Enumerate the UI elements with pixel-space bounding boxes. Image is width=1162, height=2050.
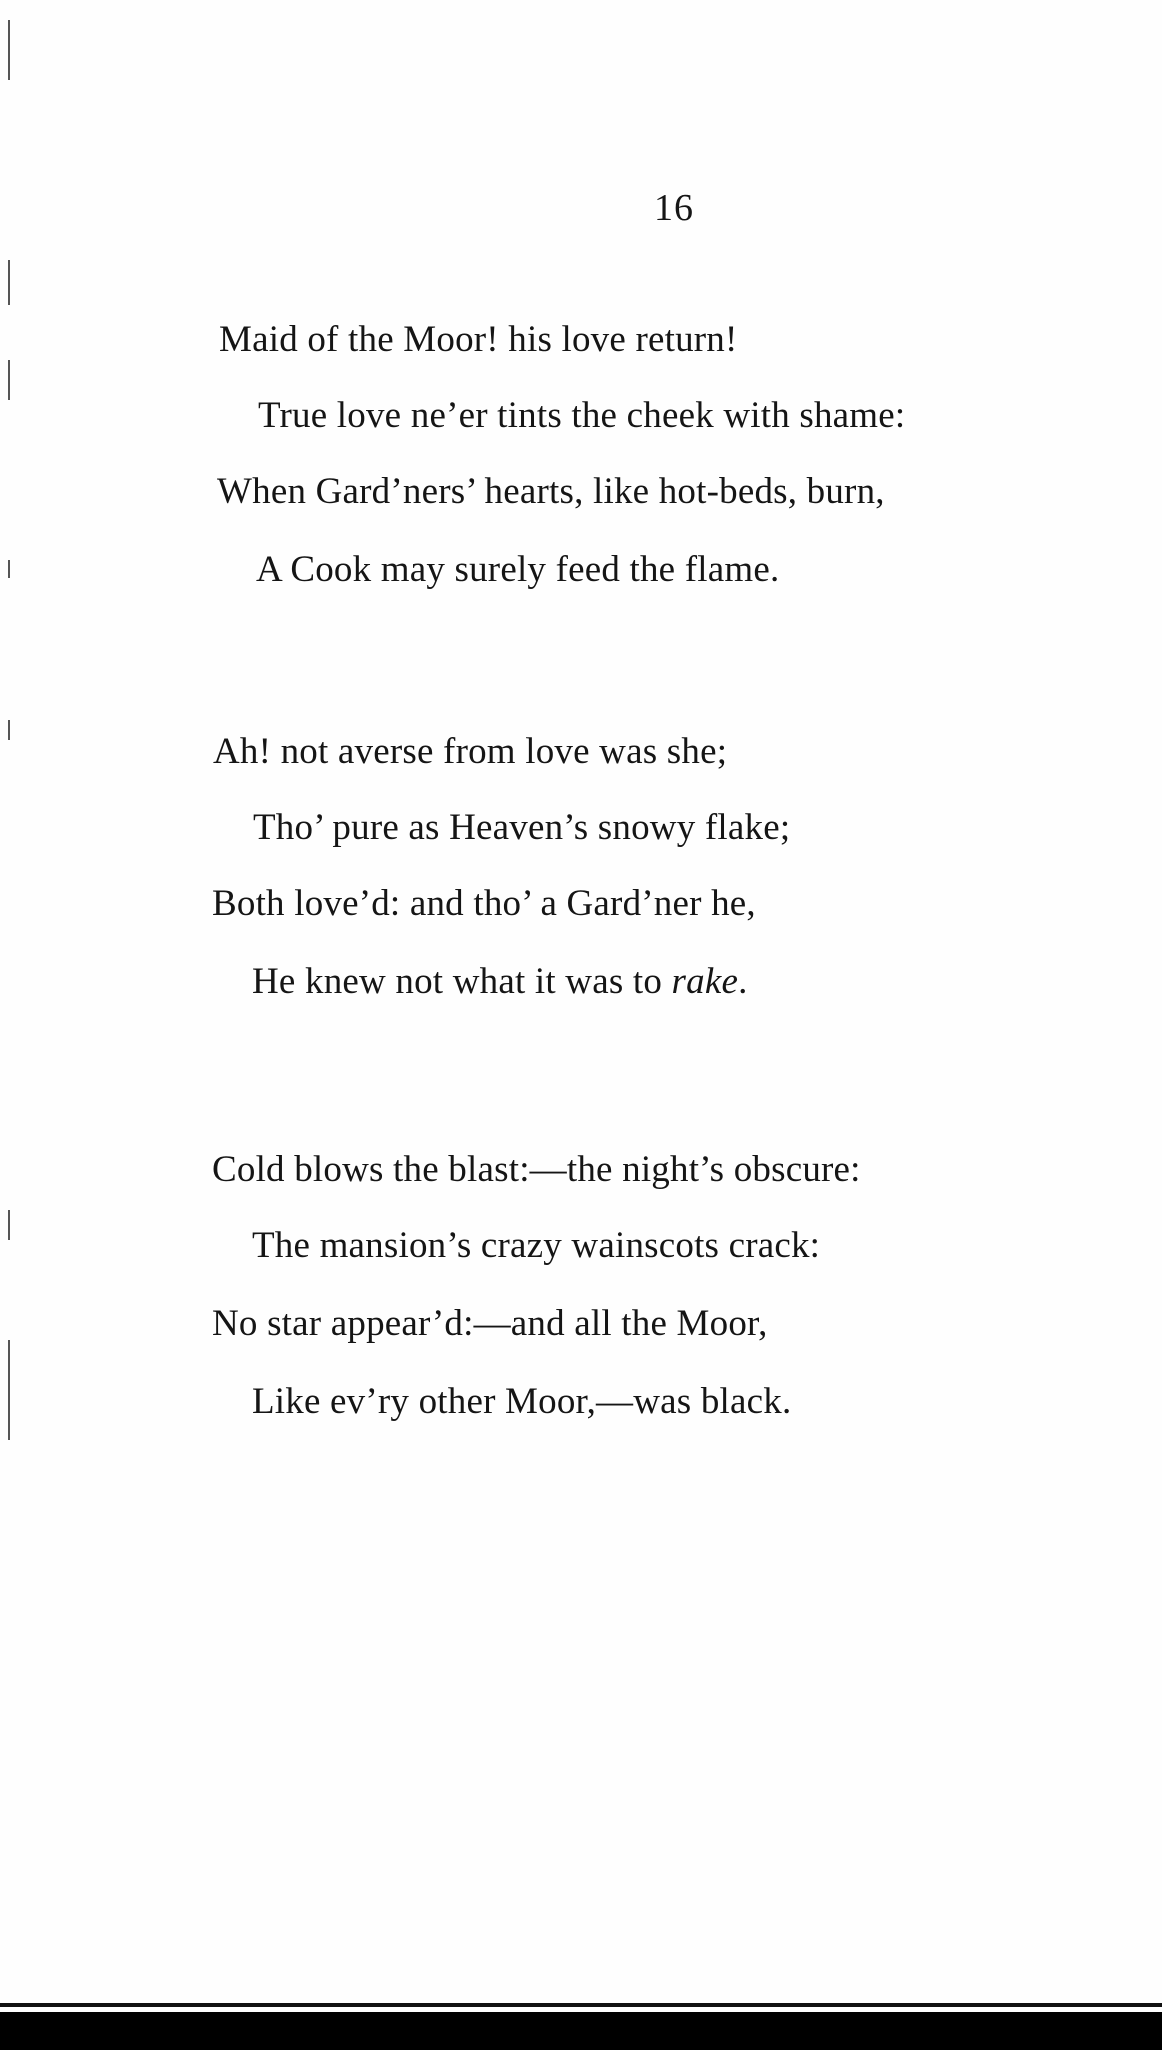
verse-line: The mansion’s crazy wainscots crack: — [252, 1225, 821, 1266]
verse-line: Cold blows the blast:—the night’s obscure: — [212, 1149, 861, 1190]
verse-line: Maid of the Moor! his love return! — [219, 319, 738, 360]
left-margin-scan-artifacts — [0, 0, 18, 1700]
bottom-scan-edge — [0, 2012, 1162, 2050]
verse-line: A Cook may surely feed the flame. — [256, 549, 780, 590]
margin-mark — [8, 360, 10, 400]
verse-line: True love ne’er tints the cheek with shame: — [258, 395, 906, 436]
verse-line: Both love’d: and tho’ a Gard’ner he, — [212, 883, 756, 924]
margin-mark — [8, 1340, 10, 1440]
verse-line — [252, 960, 748, 1004]
margin-mark — [8, 260, 10, 305]
italic-word: rake — [671, 961, 739, 1002]
verse-text: He knew not what it was to — [252, 961, 672, 1002]
verse-line: Tho’ pure as Heaven’s snowy flake; — [253, 807, 791, 848]
bottom-scan-edge-thin — [0, 2003, 1162, 2007]
verse-line: Like ev’ry other Moor,—was black. — [252, 1381, 792, 1422]
verse-punctuation: . — [738, 961, 748, 1002]
margin-mark — [8, 20, 10, 80]
margin-mark — [8, 560, 10, 578]
page-number: 16 — [654, 187, 694, 229]
margin-mark — [8, 1210, 10, 1240]
verse-line: Ah! not averse from love was she; — [213, 731, 728, 772]
verse-line: When Gard’ners’ hearts, like hot-beds, burn, — [217, 471, 885, 512]
verse-line: No star appear’d:—and all the Moor, — [212, 1303, 768, 1344]
margin-mark — [8, 720, 10, 740]
